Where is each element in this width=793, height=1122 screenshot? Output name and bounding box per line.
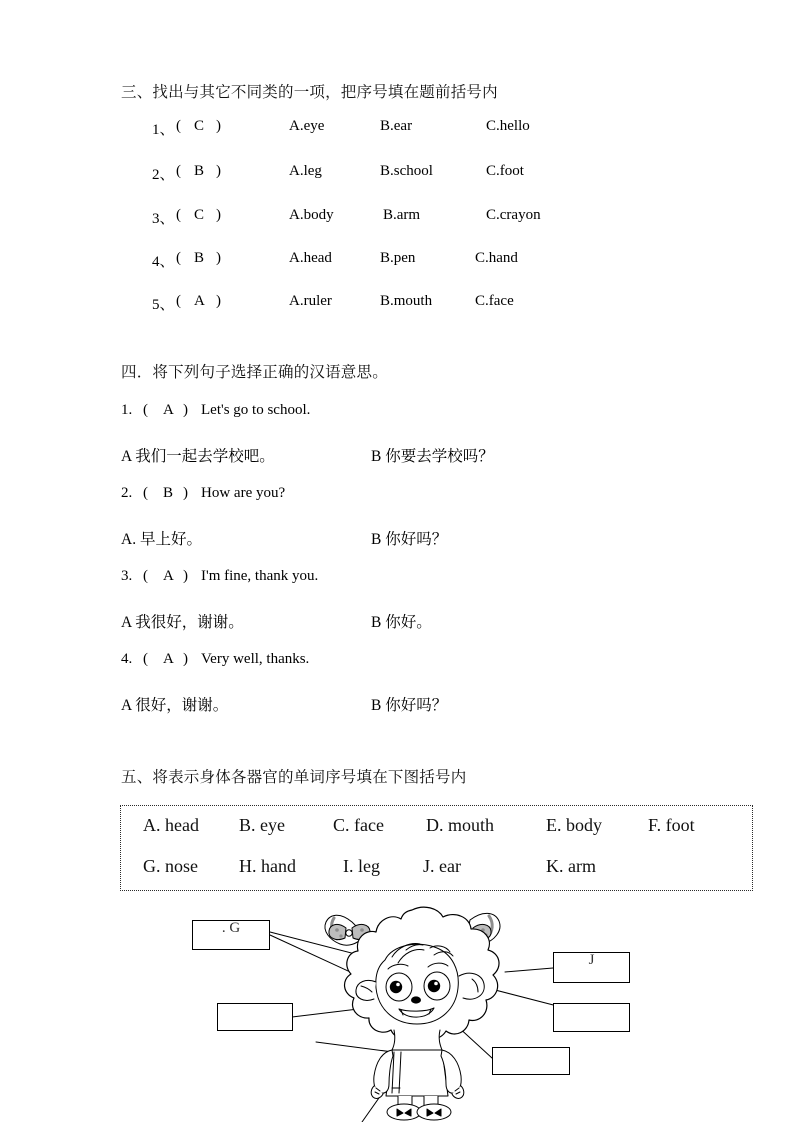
sheep-torso xyxy=(386,1050,448,1096)
answer-box-mid-left[interactable] xyxy=(217,1003,293,1031)
word-bank-item[interactable]: K. arm xyxy=(546,856,596,876)
english-sentence: I'm fine, thank you. xyxy=(201,568,319,584)
answer-box-lower-right[interactable] xyxy=(492,1047,570,1075)
option-c[interactable]: C.hello xyxy=(486,118,530,134)
word-bank-item[interactable]: B. eye xyxy=(239,815,285,835)
sheep-ear-left xyxy=(356,980,376,1000)
word-bank-item[interactable]: C. face xyxy=(333,815,384,835)
section-4-options xyxy=(121,610,551,630)
option-a[interactable]: A.ruler xyxy=(289,293,332,309)
section-3-row xyxy=(152,118,572,140)
answer-letter[interactable]: A xyxy=(163,651,174,667)
option-a[interactable]: A.body xyxy=(289,207,334,223)
answer-letter[interactable]: C xyxy=(194,207,205,223)
option-a[interactable]: A 我们一起去学校吧。 xyxy=(121,448,275,465)
left-paren: ( xyxy=(176,118,181,134)
option-b[interactable]: B 你好。 xyxy=(371,614,432,631)
option-a[interactable]: A 我很好，谢谢。 xyxy=(121,614,244,631)
right-paren: ) xyxy=(216,293,221,309)
answer-letter[interactable]: A xyxy=(163,402,174,418)
answer-box-value: . G xyxy=(221,920,241,936)
section-3-row xyxy=(152,163,572,185)
answer-letter[interactable]: B xyxy=(194,163,205,179)
item-number: 3. xyxy=(121,568,133,584)
section-4-options xyxy=(121,527,551,547)
word-bank-box xyxy=(120,805,753,891)
left-paren: ( xyxy=(176,250,181,266)
word-bank-item[interactable]: A. head xyxy=(143,815,199,835)
left-paren: ( xyxy=(143,568,148,584)
word-bank-item[interactable]: G. nose xyxy=(143,856,198,876)
leader-line-body xyxy=(316,1042,393,1052)
right-paren: ) xyxy=(183,485,188,501)
left-paren: ( xyxy=(176,293,181,309)
answer-letter[interactable]: A xyxy=(163,568,174,584)
sheep-nose xyxy=(411,996,421,1003)
word-bank-item[interactable]: D. mouth xyxy=(426,815,495,835)
left-paren: ( xyxy=(143,485,148,501)
sheep-eye-left xyxy=(386,973,412,1001)
word-bank-item[interactable]: I. leg xyxy=(343,856,380,876)
section-4-question xyxy=(121,651,551,671)
word-bank-item[interactable]: F. foot xyxy=(648,815,695,835)
right-paren: ) xyxy=(216,118,221,134)
section-5-heading: 五、将表示身体各器官的单词序号填在下图括号内 xyxy=(121,769,467,786)
word-bank-item[interactable]: J. ear xyxy=(423,856,461,876)
option-b[interactable]: B 你好吗？ xyxy=(371,531,448,548)
right-paren: ) xyxy=(216,250,221,266)
leader-line-ear xyxy=(505,968,553,972)
word-bank-item[interactable]: H. hand xyxy=(239,856,296,876)
section-3-heading: 三、找出与其它不同类的一项，把序号填在题前括号内 xyxy=(121,84,498,101)
sheep-neck xyxy=(392,1030,442,1050)
option-b[interactable]: B.pen xyxy=(380,250,416,266)
section-4-options xyxy=(121,444,551,464)
right-paren: ) xyxy=(216,207,221,223)
right-paren: ) xyxy=(216,163,221,179)
answer-letter[interactable]: C xyxy=(194,118,205,134)
section-3-row xyxy=(152,293,572,315)
option-a[interactable]: A 很好，谢谢。 xyxy=(121,697,229,714)
section-4-question xyxy=(121,402,551,422)
answer-letter[interactable]: A xyxy=(194,293,205,309)
row-number: 5、 xyxy=(152,297,175,313)
option-a[interactable]: A. 早上好。 xyxy=(121,531,202,548)
english-sentence: How are you? xyxy=(201,485,286,501)
sheep-eye-right xyxy=(424,972,450,1000)
sheep-diagram-svg xyxy=(0,900,793,1122)
option-b[interactable]: B 你好吗？ xyxy=(371,697,448,714)
item-number: 2. xyxy=(121,485,133,501)
section-4-question xyxy=(121,568,551,588)
right-paren: ) xyxy=(183,651,188,667)
option-a[interactable]: A.head xyxy=(289,250,332,266)
labeling-figure xyxy=(0,900,793,1122)
option-b[interactable]: B.arm xyxy=(383,207,421,223)
option-c[interactable]: C.hand xyxy=(475,250,518,266)
word-bank-row-2 xyxy=(121,856,752,894)
section-3-row xyxy=(152,207,572,229)
answer-box-top-right[interactable] xyxy=(553,952,630,983)
option-c[interactable]: C.face xyxy=(475,293,514,309)
section-4-heading: 四．将下列句子选择正确的汉语意思。 xyxy=(121,364,388,381)
option-c[interactable]: C.crayon xyxy=(486,207,541,223)
section-4-question xyxy=(121,485,551,505)
row-number: 2、 xyxy=(152,167,175,183)
item-number: 4. xyxy=(121,651,133,667)
row-number: 3、 xyxy=(152,211,175,227)
option-a[interactable]: A.eye xyxy=(289,118,325,134)
english-sentence: Let's go to school. xyxy=(201,402,311,418)
answer-box-value: J xyxy=(588,952,595,968)
answer-letter[interactable]: B xyxy=(163,485,174,501)
word-bank-row-1 xyxy=(121,815,752,853)
option-b[interactable]: B.school xyxy=(380,163,433,179)
option-b[interactable]: B 你要去学校吗？ xyxy=(371,448,494,465)
row-number: 4、 xyxy=(152,254,175,270)
option-a[interactable]: A.leg xyxy=(289,163,322,179)
option-c[interactable]: C.foot xyxy=(486,163,524,179)
left-paren: ( xyxy=(176,163,181,179)
row-number: 1、 xyxy=(152,122,175,138)
english-sentence: Very well, thanks. xyxy=(201,651,310,667)
left-paren: ( xyxy=(143,651,148,667)
answer-letter[interactable]: B xyxy=(194,250,205,266)
word-bank-item[interactable]: E. body xyxy=(546,815,602,835)
right-paren: ) xyxy=(183,402,188,418)
left-paren: ( xyxy=(176,207,181,223)
answer-box-mid-right[interactable] xyxy=(553,1003,630,1032)
item-number: 1. xyxy=(121,402,133,418)
sheep-foot-right xyxy=(417,1104,451,1120)
right-paren: ) xyxy=(183,568,188,584)
section-3-row xyxy=(152,250,572,272)
left-paren: ( xyxy=(143,402,148,418)
option-b[interactable]: B.ear xyxy=(380,118,413,134)
option-b[interactable]: B.mouth xyxy=(380,293,433,309)
sheep-ear-right xyxy=(459,973,484,999)
section-4-options xyxy=(121,693,551,713)
sheep-foot-left xyxy=(387,1104,421,1120)
answer-box-top-left[interactable] xyxy=(192,920,270,950)
